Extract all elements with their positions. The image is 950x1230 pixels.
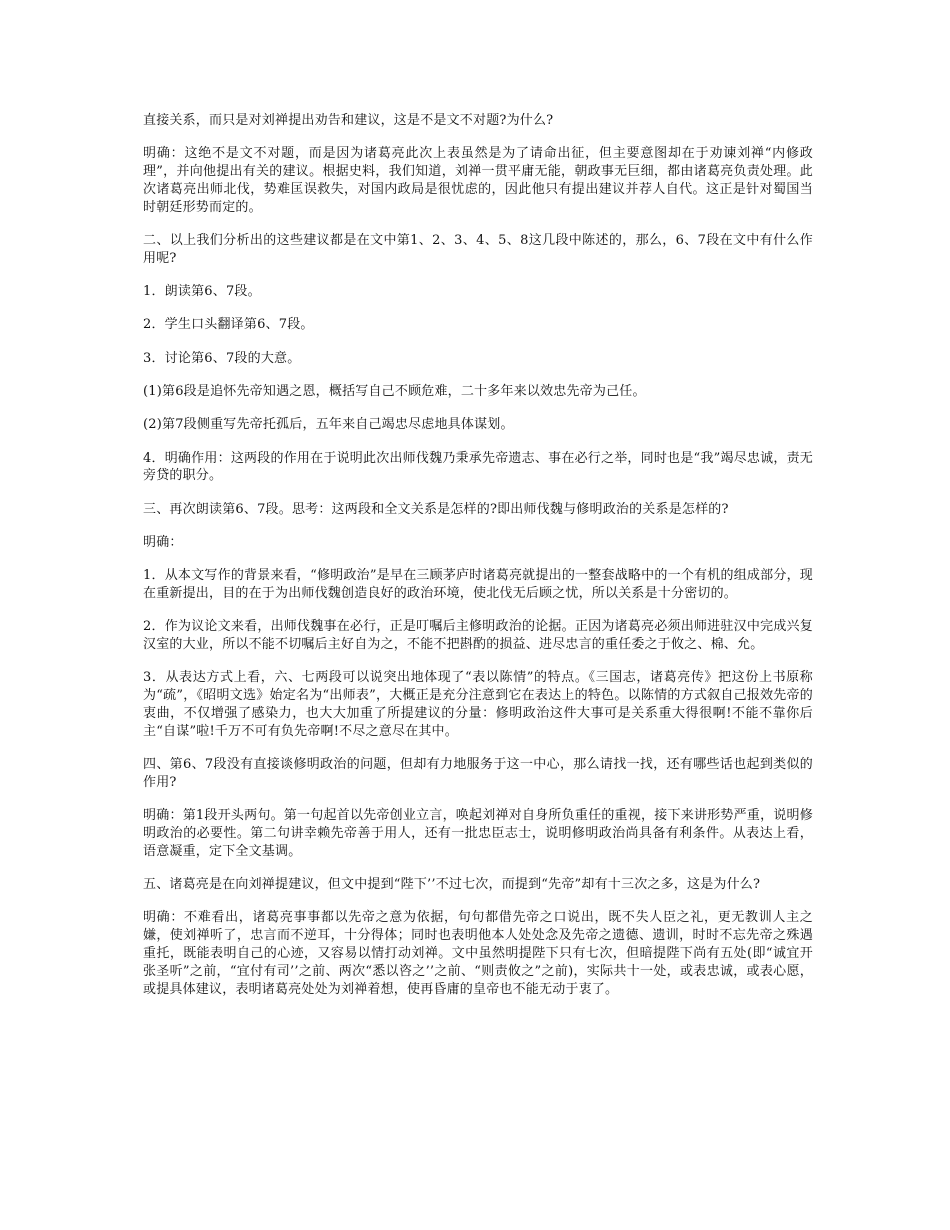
paragraph-step-1: 1．朗读第6、7段。	[143, 284, 261, 300]
document-body	[143, 112, 813, 1014]
paragraph-answer-label: 明确：	[143, 534, 183, 550]
paragraph-section-5: 五、诸葛亮是在向刘禅提建议，但文中提到“陛下’’不过七次，而提到“先帝”却有十三次之多，这是为什么?	[143, 877, 761, 893]
paragraph-answer-item-3: 3．从表达方式上看，六、七两段可以说突出地体现了“表以陈情”的特点。《三国志，诸葛亮传》把这份上书原称为“疏”，《昭明文选》始定名为“出师表”，大概正是充分注意到它在表达上的特色。以陈情的方式叙自己报效先帝的衷曲，不仅增强了感染力，也大大加重了所提建议的分量：修明政治这件大事可是关系重大得很啊!不能不靠你后主“自谋”啦!千万不可有负先帝啊!不尽之意尽在其中。	[143, 670, 813, 739]
paragraph-point-1: (1)第6段是追怀先帝知遇之恩，概括写自己不顾危难，二十多年来以效忠先帝为己任。	[143, 383, 646, 399]
paragraph-step-4: 4．明确作用：这两段的作用在于说明此次出师伐魏乃秉承先帝遗志、事在必行之举，同时也是“我”竭尽忠诚，责无旁贷的职分。	[143, 450, 813, 484]
paragraph-section-3: 三、再次朗读第6、7段。思考：这两段和全文关系是怎样的?即出师伐魏与修明政治的关系是怎样的?	[143, 501, 729, 517]
paragraph-question-intro: 直接关系，而只是对刘禅提出劝告和建议，这是不是文不对题?为什么?	[143, 113, 554, 128]
paragraph-section-2: 二、以上我们分析出的这些建议都是在文中第1、2、3、4、5、8这几段中陈述的，那么，6、7段在文中有什么作用呢?	[143, 232, 813, 266]
paragraph-answer-1: 明确：这绝不是文不对题，而是因为诸葛亮此次上表虽然是为了请命出征，但主要意图却在于劝谏刘禅“内修政理”，并向他提出有关的建议。根据史料，我们知道，刘禅一贯平庸无能，朝政事无巨细，都由诸葛亮负责处理。此次诸葛亮出师北伐，势难匡误救失，对国内政局是很忧虑的，因此他只有提出建议并荐人自代。这正是针对蜀国当时朝廷形势而定的。	[143, 146, 813, 215]
paragraph-answer-item-2: 2．作为议论文来看，出师伐魏事在必行，正是叮嘱后主修明政治的论据。正因为诸葛亮必须出师进驻汉中完成兴复汉室的大业，所以不能不切嘱后主好自为之，不能不把斟酌的损益、进尽忠言的重任委之于攸之、棉、允。	[143, 619, 813, 653]
paragraph-point-2: (2)第7段侧重写先帝托孤后，五年来自己竭忠尽虑地具体谋划。	[143, 417, 514, 433]
paragraph-section-4: 四、第6、7段没有直接谈修明政治的问题，但却有力地服务于这一中心，那么请找一找，还有哪些话也起到类似的作用?	[143, 757, 813, 790]
paragraph-step-3: 3．讨论第6、7段的大意。	[143, 350, 301, 366]
paragraph-answer-4: 明确：第1段开头两句。第一句起首以先帝创业立言，唤起刘禅对自身所负重任的重视，接下来讲形势严重，说明修明政治的必要性。第二句讲幸赖先帝善于用人，还有一批忠臣志士，说明修明政治尚具备有利条件。从表达上看，语意凝重，定下全文基调。	[143, 808, 813, 859]
paragraph-answer-item-1: 1．从本文写作的背景来看，“修明政治”是早在三顾茅庐时诸葛亮就提出的一整套战略中的一个有机的组成部分，现在重新提出，目的在于为出师伐魏创造良好的政治环境，使北伐无后顾之忧，所以关系是十分密切的。	[143, 568, 813, 602]
paragraph-answer-5: 明确：不难看出，诸葛亮事事都以先帝之意为依据，句句都借先帝之口说出，既不失人臣之礼，更无教训人主之嫌，使刘禅听了，忠言而不逆耳，十分得体；同时也表明他本人处处念及先帝之遗德、遗训，时时不忘先帝之殊遇重托，既能表明自己的心迹，又容易以情打动刘禅。文中虽然明提陛下只有七次，但暗提陛下尚有五处(即“诚宜开张圣听”之前，“宜付有司’’之前、两次“悉以咨之’’之前、“则责攸之”之前)，实际共十一处，或表忠诚，或表心愿，或提具体建议，表明诸葛亮处处为刘禅着想，使再昏庸的皇帝也不能无动于衷了。	[143, 910, 813, 997]
paragraph-step-2: 2．学生口头翻译第6、7段。	[143, 317, 314, 333]
